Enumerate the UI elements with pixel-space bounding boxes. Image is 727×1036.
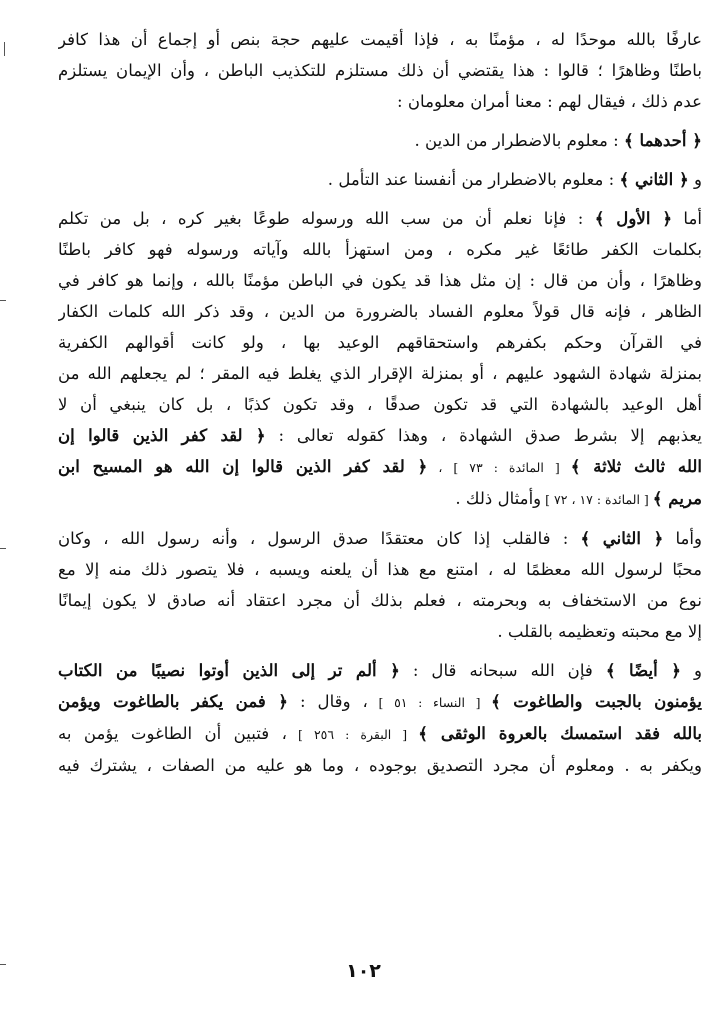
page-number: ١٠٢ (346, 960, 381, 982)
section-label: ﴿ الثاني ﴾ (580, 528, 664, 548)
text-run: وأما (663, 529, 702, 548)
text-line: بمنزلة شهادة الشهود عليهم ، أو بمنزلة الإقرار الذي يغلط فيه المقر ؛ لم يجعلهم الله من (58, 364, 702, 383)
section-label: ﴿ أحدهما ﴾ (624, 130, 702, 150)
scan-mark (0, 300, 6, 301)
section-label: ﴿ الأول ﴾ (594, 208, 673, 228)
text-line (58, 483, 702, 515)
verse-reference: [ النساء : ٥١ ] (367, 695, 492, 710)
text-line (58, 523, 702, 554)
text-line: بكلمات الكفر طائعًا غير مكره ، ومن استهزأ بالله وآياته ورسوله فهو كافر باطنًا (58, 240, 702, 259)
page-body (58, 24, 702, 781)
quran-verse: مريم ﴾ (652, 488, 702, 508)
text-line: في القرآن وحكم بكفرهم واستحقاقهم الوعيد بها ، ولو كانت أقوالهم الكفرية (58, 333, 702, 352)
paragraph-first-discussion (58, 203, 702, 515)
text-line (58, 125, 702, 156)
text-run: ، وقال : (288, 692, 368, 711)
text-line (58, 420, 702, 451)
text-run: وأمثال ذلك . (455, 489, 542, 508)
section-label: ﴿ الثاني ﴾ (619, 169, 689, 189)
text-line: الظاهر ، فإنه قال قولاً معلوم الفساد بالضرورة من الدين ، وقد ذكر الله كلمات الكفار (58, 302, 702, 321)
quran-verse: بالله فقد استمسك بالعروة الوثقى ﴾ (418, 723, 702, 743)
text-run: : فالقلب إذا كان معتقدًا صدق الرسول ، وأنه رسول الله ، وكان (58, 529, 581, 548)
quran-verse: يؤمنون بالجبت والطاغوت ﴾ (491, 691, 702, 711)
text-run: و (680, 661, 702, 680)
text-run: : معلوم بالاضطرار من أنفسنا عند التأمل . (327, 170, 620, 189)
text-run: فإن الله سبحانه قال : (399, 661, 606, 680)
paragraph-second-discussion (58, 523, 702, 647)
text-run: : معلوم بالاضطرار من الدين . (414, 131, 625, 150)
paragraph-also (58, 655, 702, 781)
text-line: عارفًا بالله موحدًا له ، مؤمنًا به ، فإذا أقيمت عليهم حجة بنص أو إجماع أن هذا كافر (58, 30, 702, 49)
quran-verse: الله ثالث ثلاثة ﴾ (570, 456, 702, 476)
text-line (58, 164, 702, 195)
verse-reference: [ البقرة : ٢٥٦ ] (286, 727, 419, 742)
scan-mark (0, 548, 6, 549)
text-line: نوع من الاستخفاف به وبحرمته ، فعلم بذلك أن مجرد اعتقاد أنه صادق لا يكون إيمانًا (58, 591, 702, 610)
paragraph-second-matter (58, 164, 702, 195)
text-line (58, 718, 702, 750)
text-run: و (688, 170, 702, 189)
text-line: أهل الوعيد بالشهادة التي قد تكون صدقًا ، وقد تكون كذبًا ، بل كان ينبغي أن لا (58, 395, 702, 414)
text-run: ، فتبين أن الطاغوت يؤمن به (58, 724, 287, 743)
text-line: وظاهرًا ، وأن من قال : إن مثل هذا قد يكون في الباطن مؤمنًا بالله ، وإنما هو كافر في (58, 271, 702, 290)
quran-verse: ﴿ لقد كفر الذين قالوا إن (58, 425, 266, 445)
verse-reference: [ المائدة : ٧٣ ] ، (427, 460, 571, 475)
paragraph-intro (58, 24, 702, 117)
text-line (58, 686, 702, 718)
quran-verse: ﴿ لقد كفر الذين قالوا إن الله هو المسيح ابن (58, 456, 428, 476)
paragraph-first-matter (58, 125, 702, 156)
verse-reference: [ المائدة : ١٧ ، ٧٢ ] (541, 492, 653, 507)
text-run: : فإنا نعلم أن من سب الله ورسوله طوعًا بغير كره ، بل من تكلم (58, 209, 595, 228)
scan-mark (0, 964, 6, 965)
section-label: ﴿ أيضًا ﴾ (605, 660, 681, 680)
text-run: يعذبهم إلا بشرط صدق الشهادة ، وهذا كقوله تعالى : (265, 426, 702, 445)
text-line (58, 655, 702, 686)
quran-verse: ﴿ فمن يكفر بالطاغوت ويؤمن (58, 691, 289, 711)
text-line: باطنًا وظاهرًا ؛ قالوا : هذا يقتضي أن ذلك مستلزم للتكذيب الباطن ، وأن الإيمان يستلزم (58, 61, 702, 80)
text-line: إلا مع محبته وتعظيمه بالقلب . (497, 622, 702, 641)
text-line: محبًا لرسول الله معظمًا له ، امتنع مع هذا أن يلعنه ويسبه ، فلا يتصور ذلك منه إلا مع (58, 560, 702, 579)
quran-verse: ﴿ ألم تر إلى الذين أوتوا نصيبًا من الكتاب (58, 660, 400, 680)
text-line: ويكفر به . ومعلوم أن مجرد التصديق بوجوده ، وما هو عليه من الصفات ، يشترك فيه (58, 756, 702, 775)
scan-mark (4, 42, 5, 56)
text-line (58, 203, 702, 234)
text-run: أما (672, 209, 702, 228)
text-line: عدم ذلك ، فيقال لهم : معنا أمران معلومان : (396, 92, 702, 111)
text-line (58, 451, 702, 483)
